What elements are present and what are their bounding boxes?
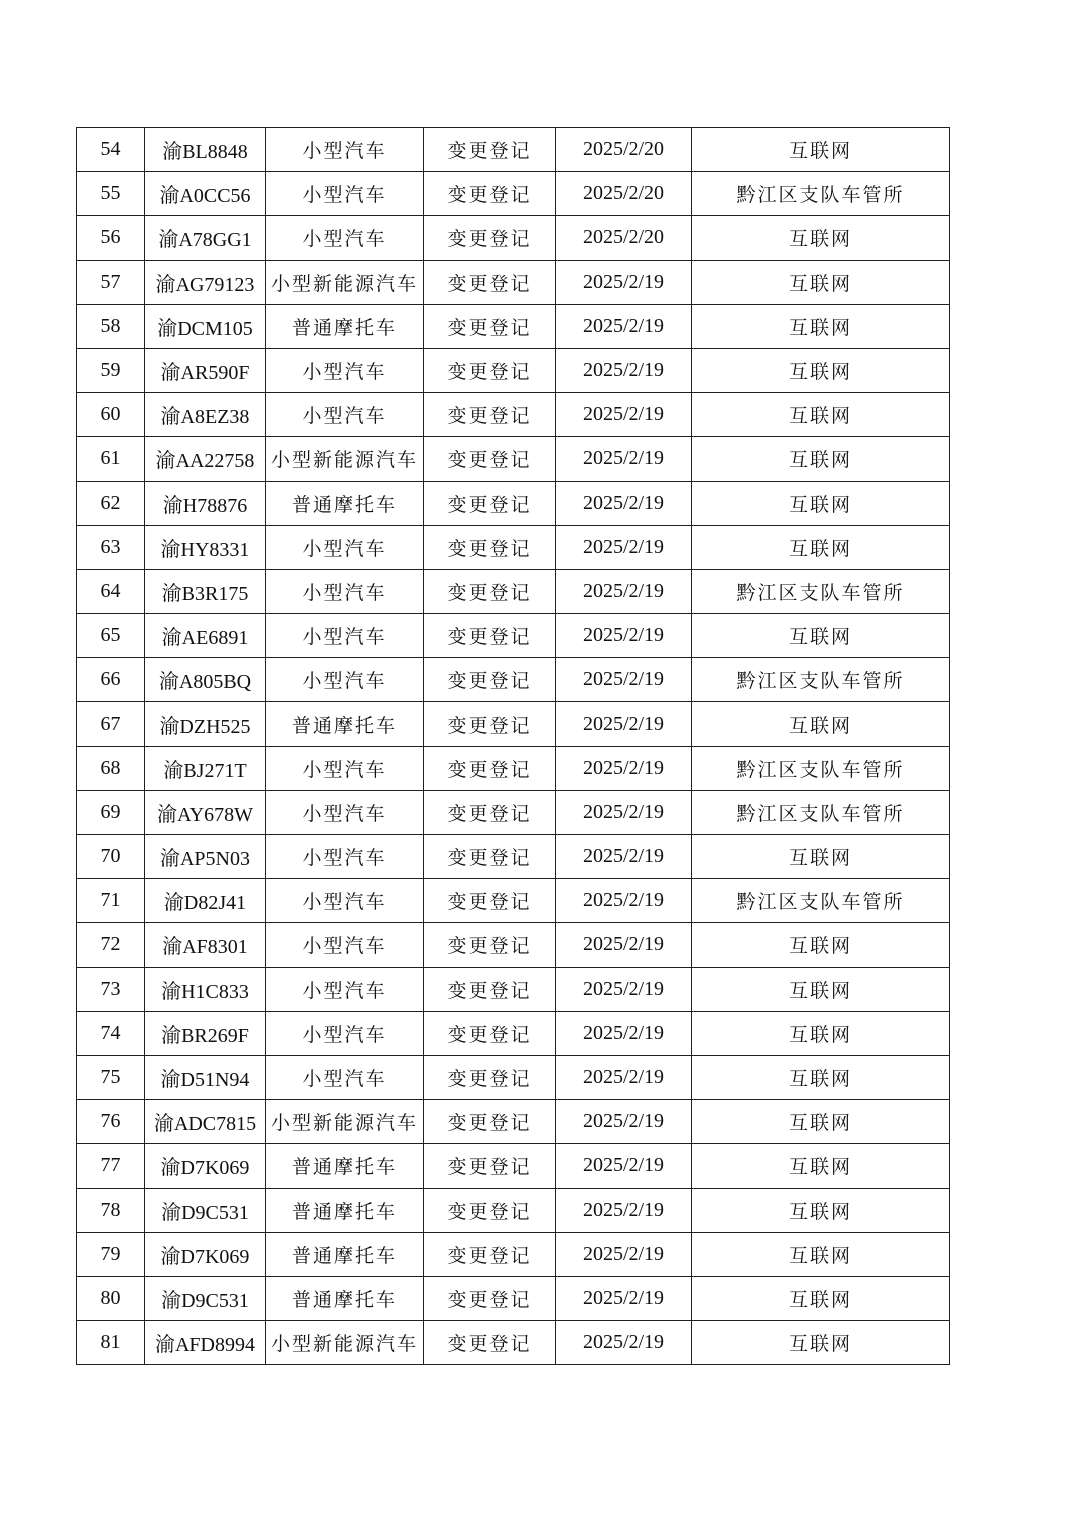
table-row (77, 658, 950, 702)
cell-plate-number: 渝D7K069 (145, 1232, 266, 1276)
cell-number: 59 (77, 348, 145, 392)
table-row (77, 1055, 950, 1099)
cell-business-type: 变更登记 (424, 1011, 556, 1055)
cell-vehicle-type: 小型汽车 (266, 879, 424, 923)
cell-number: 56 (77, 216, 145, 260)
table-row (77, 393, 950, 437)
cell-business-type: 变更登记 (424, 525, 556, 569)
cell-business-type: 变更登记 (424, 393, 556, 437)
cell-plate-number: 渝A805BQ (145, 658, 266, 702)
cell-plate-number: 渝D51N94 (145, 1055, 266, 1099)
cell-date: 2025/2/19 (556, 702, 692, 746)
cell-vehicle-type: 小型汽车 (266, 569, 424, 613)
table-row (77, 260, 950, 304)
cell-plate-number: 渝H78876 (145, 481, 266, 525)
cell-number: 75 (77, 1055, 145, 1099)
cell-date: 2025/2/19 (556, 348, 692, 392)
cell-business-type: 变更登记 (424, 746, 556, 790)
cell-plate-number: 渝AFD8994 (145, 1321, 266, 1365)
cell-number: 68 (77, 746, 145, 790)
cell-date: 2025/2/20 (556, 216, 692, 260)
cell-date: 2025/2/19 (556, 879, 692, 923)
cell-date: 2025/2/19 (556, 1321, 692, 1365)
cell-location: 互联网 (692, 923, 950, 967)
cell-business-type: 变更登记 (424, 1321, 556, 1365)
cell-vehicle-type: 普通摩托车 (266, 1232, 424, 1276)
cell-plate-number: 渝D9C531 (145, 1276, 266, 1320)
cell-date: 2025/2/19 (556, 1100, 692, 1144)
table-row (77, 879, 950, 923)
cell-date: 2025/2/19 (556, 1011, 692, 1055)
cell-date: 2025/2/19 (556, 304, 692, 348)
cell-number: 54 (77, 128, 145, 172)
table-row (77, 790, 950, 834)
table-row (77, 304, 950, 348)
cell-vehicle-type: 小型新能源汽车 (266, 437, 424, 481)
cell-business-type: 变更登记 (424, 790, 556, 834)
table-row (77, 1100, 950, 1144)
table-row (77, 923, 950, 967)
cell-plate-number: 渝AG79123 (145, 260, 266, 304)
cell-plate-number: 渝D82J41 (145, 879, 266, 923)
cell-vehicle-type: 小型汽车 (266, 128, 424, 172)
cell-number: 57 (77, 260, 145, 304)
cell-vehicle-type: 小型汽车 (266, 746, 424, 790)
cell-business-type: 变更登记 (424, 260, 556, 304)
cell-number: 60 (77, 393, 145, 437)
cell-business-type: 变更登记 (424, 658, 556, 702)
table-row (77, 216, 950, 260)
cell-business-type: 变更登记 (424, 304, 556, 348)
cell-location: 互联网 (692, 348, 950, 392)
cell-date: 2025/2/19 (556, 746, 692, 790)
cell-date: 2025/2/19 (556, 437, 692, 481)
cell-location: 黔江区支队车管所 (692, 879, 950, 923)
cell-number: 73 (77, 967, 145, 1011)
cell-location: 互联网 (692, 1055, 950, 1099)
cell-number: 67 (77, 702, 145, 746)
cell-business-type: 变更登记 (424, 1100, 556, 1144)
cell-vehicle-type: 小型汽车 (266, 1011, 424, 1055)
cell-number: 61 (77, 437, 145, 481)
cell-plate-number: 渝AR590F (145, 348, 266, 392)
cell-number: 76 (77, 1100, 145, 1144)
cell-date: 2025/2/19 (556, 923, 692, 967)
cell-number: 79 (77, 1232, 145, 1276)
cell-date: 2025/2/19 (556, 260, 692, 304)
table-row (77, 172, 950, 216)
cell-number: 58 (77, 304, 145, 348)
cell-vehicle-type: 小型汽车 (266, 172, 424, 216)
table-row (77, 614, 950, 658)
cell-date: 2025/2/19 (556, 525, 692, 569)
cell-plate-number: 渝BL8848 (145, 128, 266, 172)
table-row (77, 569, 950, 613)
cell-location: 黔江区支队车管所 (692, 790, 950, 834)
cell-vehicle-type: 小型新能源汽车 (266, 1100, 424, 1144)
cell-plate-number: 渝AA22758 (145, 437, 266, 481)
cell-location: 互联网 (692, 216, 950, 260)
cell-vehicle-type: 普通摩托车 (266, 702, 424, 746)
cell-business-type: 变更登记 (424, 614, 556, 658)
cell-plate-number: 渝AP5N03 (145, 835, 266, 879)
cell-vehicle-type: 小型汽车 (266, 835, 424, 879)
cell-location: 互联网 (692, 437, 950, 481)
cell-number: 62 (77, 481, 145, 525)
cell-location: 互联网 (692, 1188, 950, 1232)
cell-location: 黔江区支队车管所 (692, 746, 950, 790)
cell-location: 互联网 (692, 1100, 950, 1144)
cell-number: 81 (77, 1321, 145, 1365)
cell-vehicle-type: 小型汽车 (266, 923, 424, 967)
cell-date: 2025/2/19 (556, 1144, 692, 1188)
cell-business-type: 变更登记 (424, 835, 556, 879)
cell-number: 74 (77, 1011, 145, 1055)
cell-vehicle-type: 小型新能源汽车 (266, 260, 424, 304)
cell-location: 互联网 (692, 835, 950, 879)
cell-plate-number: 渝DCM105 (145, 304, 266, 348)
cell-plate-number: 渝H1C833 (145, 967, 266, 1011)
cell-business-type: 变更登记 (424, 879, 556, 923)
cell-business-type: 变更登记 (424, 481, 556, 525)
cell-plate-number: 渝AF8301 (145, 923, 266, 967)
table-row (77, 1276, 950, 1320)
cell-location: 互联网 (692, 481, 950, 525)
cell-date: 2025/2/19 (556, 658, 692, 702)
cell-location: 互联网 (692, 260, 950, 304)
cell-number: 63 (77, 525, 145, 569)
cell-date: 2025/2/19 (556, 1188, 692, 1232)
cell-plate-number: 渝ADC7815 (145, 1100, 266, 1144)
records-table (76, 127, 950, 1365)
cell-location: 黔江区支队车管所 (692, 658, 950, 702)
cell-plate-number: 渝A8EZ38 (145, 393, 266, 437)
cell-business-type: 变更登记 (424, 1055, 556, 1099)
cell-plate-number: 渝AE6891 (145, 614, 266, 658)
cell-location: 互联网 (692, 1144, 950, 1188)
cell-plate-number: 渝BJ271T (145, 746, 266, 790)
cell-number: 72 (77, 923, 145, 967)
cell-plate-number: 渝D9C531 (145, 1188, 266, 1232)
cell-business-type: 变更登记 (424, 1188, 556, 1232)
cell-vehicle-type: 普通摩托车 (266, 1276, 424, 1320)
cell-date: 2025/2/19 (556, 835, 692, 879)
cell-date: 2025/2/20 (556, 128, 692, 172)
cell-business-type: 变更登记 (424, 348, 556, 392)
cell-plate-number: 渝DZH525 (145, 702, 266, 746)
cell-vehicle-type: 小型汽车 (266, 393, 424, 437)
cell-business-type: 变更登记 (424, 216, 556, 260)
cell-location: 互联网 (692, 1276, 950, 1320)
cell-date: 2025/2/19 (556, 569, 692, 613)
table-row (77, 481, 950, 525)
table-row (77, 525, 950, 569)
cell-number: 55 (77, 172, 145, 216)
cell-location: 黔江区支队车管所 (692, 172, 950, 216)
table-row (77, 1144, 950, 1188)
cell-location: 互联网 (692, 525, 950, 569)
table-row (77, 1321, 950, 1365)
cell-date: 2025/2/20 (556, 172, 692, 216)
cell-date: 2025/2/19 (556, 1276, 692, 1320)
cell-business-type: 变更登记 (424, 437, 556, 481)
cell-date: 2025/2/19 (556, 393, 692, 437)
table-row (77, 746, 950, 790)
table-row (77, 835, 950, 879)
cell-number: 69 (77, 790, 145, 834)
cell-vehicle-type: 小型汽车 (266, 967, 424, 1011)
table-row (77, 348, 950, 392)
cell-vehicle-type: 小型汽车 (266, 790, 424, 834)
cell-location: 互联网 (692, 128, 950, 172)
cell-location: 互联网 (692, 304, 950, 348)
cell-date: 2025/2/19 (556, 614, 692, 658)
cell-number: 80 (77, 1276, 145, 1320)
cell-location: 互联网 (692, 1232, 950, 1276)
cell-vehicle-type: 小型新能源汽车 (266, 1321, 424, 1365)
cell-number: 64 (77, 569, 145, 613)
table-row (77, 1232, 950, 1276)
cell-vehicle-type: 小型汽车 (266, 658, 424, 702)
cell-location: 互联网 (692, 393, 950, 437)
cell-vehicle-type: 普通摩托车 (266, 481, 424, 525)
cell-location: 互联网 (692, 967, 950, 1011)
cell-vehicle-type: 小型汽车 (266, 348, 424, 392)
cell-date: 2025/2/19 (556, 1055, 692, 1099)
table-row (77, 702, 950, 746)
cell-date: 2025/2/19 (556, 481, 692, 525)
table-row (77, 1011, 950, 1055)
cell-number: 70 (77, 835, 145, 879)
cell-location: 互联网 (692, 702, 950, 746)
cell-plate-number: 渝BR269F (145, 1011, 266, 1055)
cell-plate-number: 渝B3R175 (145, 569, 266, 613)
table-row (77, 437, 950, 481)
table-row (77, 128, 950, 172)
cell-number: 65 (77, 614, 145, 658)
cell-vehicle-type: 小型汽车 (266, 525, 424, 569)
cell-vehicle-type: 小型汽车 (266, 614, 424, 658)
cell-business-type: 变更登记 (424, 569, 556, 613)
cell-number: 71 (77, 879, 145, 923)
cell-location: 互联网 (692, 1011, 950, 1055)
cell-business-type: 变更登记 (424, 172, 556, 216)
cell-vehicle-type: 普通摩托车 (266, 1144, 424, 1188)
cell-business-type: 变更登记 (424, 1144, 556, 1188)
cell-plate-number: 渝A78GG1 (145, 216, 266, 260)
table-row (77, 967, 950, 1011)
records-body (77, 128, 950, 1365)
cell-number: 77 (77, 1144, 145, 1188)
cell-date: 2025/2/19 (556, 967, 692, 1011)
cell-plate-number: 渝A0CC56 (145, 172, 266, 216)
cell-business-type: 变更登记 (424, 1232, 556, 1276)
cell-business-type: 变更登记 (424, 128, 556, 172)
cell-vehicle-type: 普通摩托车 (266, 304, 424, 348)
cell-location: 互联网 (692, 1321, 950, 1365)
cell-business-type: 变更登记 (424, 1276, 556, 1320)
table-row (77, 1188, 950, 1232)
cell-number: 66 (77, 658, 145, 702)
cell-plate-number: 渝HY8331 (145, 525, 266, 569)
cell-business-type: 变更登记 (424, 923, 556, 967)
cell-business-type: 变更登记 (424, 967, 556, 1011)
cell-location: 黔江区支队车管所 (692, 569, 950, 613)
cell-number: 78 (77, 1188, 145, 1232)
cell-vehicle-type: 小型汽车 (266, 1055, 424, 1099)
cell-plate-number: 渝AY678W (145, 790, 266, 834)
cell-vehicle-type: 普通摩托车 (266, 1188, 424, 1232)
cell-vehicle-type: 小型汽车 (266, 216, 424, 260)
cell-plate-number: 渝D7K069 (145, 1144, 266, 1188)
cell-date: 2025/2/19 (556, 790, 692, 834)
cell-location: 互联网 (692, 614, 950, 658)
cell-business-type: 变更登记 (424, 702, 556, 746)
cell-date: 2025/2/19 (556, 1232, 692, 1276)
